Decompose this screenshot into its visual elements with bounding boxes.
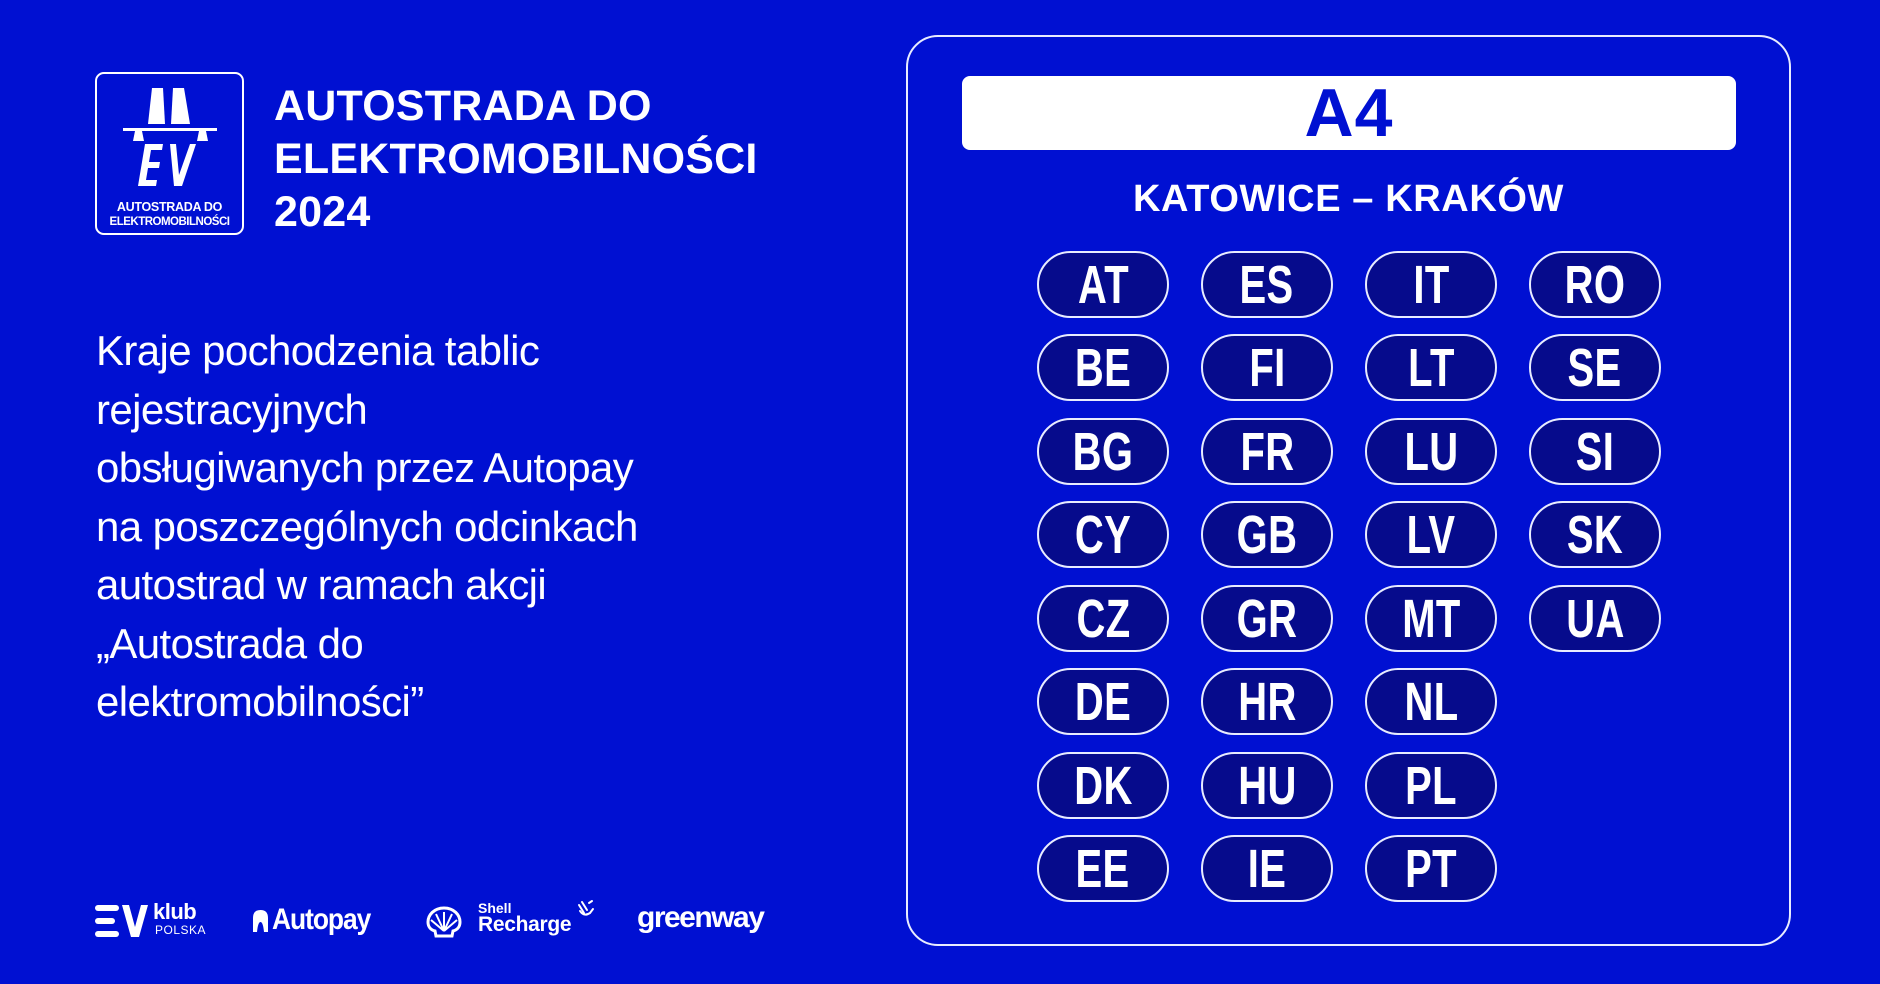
road-number: A4 [1304,75,1394,151]
country-badge [1037,668,1169,735]
country-code: DE [1074,671,1132,732]
country-badge [1201,334,1333,401]
country-badge [1037,334,1169,401]
country-code: HR [1237,671,1297,732]
country-code: PL [1405,755,1457,816]
country-code: SI [1575,421,1615,482]
country-badge [1037,585,1169,652]
country-badge [1201,501,1333,568]
description-line: obsługiwanych przez Autopay [96,444,634,491]
country-code: ES [1239,254,1295,315]
country-badge [1529,585,1661,652]
country-code: HU [1237,755,1297,816]
country-badge [1529,251,1661,318]
description-line: na poszczególnych odcinkach [96,502,638,550]
recharge-text: Recharge [478,913,572,936]
country-badge [1365,418,1497,485]
country-badge [1037,501,1169,568]
page-title [274,80,758,239]
country-code: GB [1236,504,1298,565]
country-code: LU [1403,421,1458,482]
country-code: GR [1236,588,1298,649]
ev-klub-subtext: POLSKA [155,923,207,937]
autostrada-logo [95,72,244,235]
country-badge [1365,334,1497,401]
shell-logo-icon [426,906,462,938]
country-badge [1201,752,1333,819]
country-code: CY [1074,504,1132,565]
country-code: IE [1247,838,1287,899]
logo-caption-line2: ELEKTROMOBILNOŚCI [109,216,230,228]
ev-klub-text: klub [153,899,197,924]
description-line: rejestracyjnych [96,385,368,433]
country-badge [1365,752,1497,819]
country-code: DK [1073,755,1133,816]
country-code: BG [1072,421,1134,482]
ev-klub-logo-icon [95,903,149,939]
country-code: LT [1407,337,1455,398]
description [96,322,776,732]
country-badge [1365,835,1497,902]
country-badge [1365,668,1497,735]
autopay-logo-icon [252,910,269,932]
country-code: PT [1405,838,1457,899]
description-line: „Autostrada do [96,619,364,667]
country-badge [1037,835,1169,902]
description-line: autostrad w ramach akcji [96,561,547,608]
shell-text: Shell [478,900,512,916]
route-name: KATOWICE – KRAKÓW [1132,178,1564,220]
country-code: NL [1403,671,1458,732]
country-code: EE [1075,838,1131,899]
country-badge [1529,418,1661,485]
country-badge [1201,668,1333,735]
description-line: Kraje pochodzenia tablic [96,327,540,374]
country-code: UA [1565,588,1625,649]
country-badge [1365,251,1497,318]
country-code: CZ [1075,588,1130,649]
greenway-logo: greenway [637,901,764,934]
country-code: RO [1564,254,1626,315]
title-line3: 2024 [274,188,371,236]
country-badge [1201,585,1333,652]
title-line2: ELEKTROMOBILNOŚCI [274,135,758,183]
country-badge [1529,501,1661,568]
logo-caption-line1: AUTOSTRADA DO [116,200,223,214]
country-code: LV [1406,504,1456,565]
sponsor-logos [0,895,800,945]
autopay-text: Autopay [272,903,371,936]
road-sign [962,76,1736,150]
country-code: AT [1077,254,1129,315]
country-badge [1365,501,1497,568]
country-badge [1365,585,1497,652]
country-code: FI [1248,337,1286,398]
country-code: MT [1401,588,1461,649]
country-code: BE [1074,337,1132,398]
ev-klub-logo [95,899,215,941]
country-code: SK [1566,504,1624,565]
title-line1: AUTOSTRADA DO [274,82,652,130]
country-code: IT [1412,254,1450,315]
country-badge [1037,251,1169,318]
country-badge [1037,418,1169,485]
description-line: elektromobilności” [96,678,424,725]
country-badge [1201,418,1333,485]
country-badge [1529,334,1661,401]
country-code: SE [1567,337,1623,398]
country-badge [1201,835,1333,902]
plug-icon [576,899,596,919]
country-code: FR [1239,421,1294,482]
country-badge [1037,752,1169,819]
country-badge [1201,251,1333,318]
countries-panel [906,35,1791,946]
